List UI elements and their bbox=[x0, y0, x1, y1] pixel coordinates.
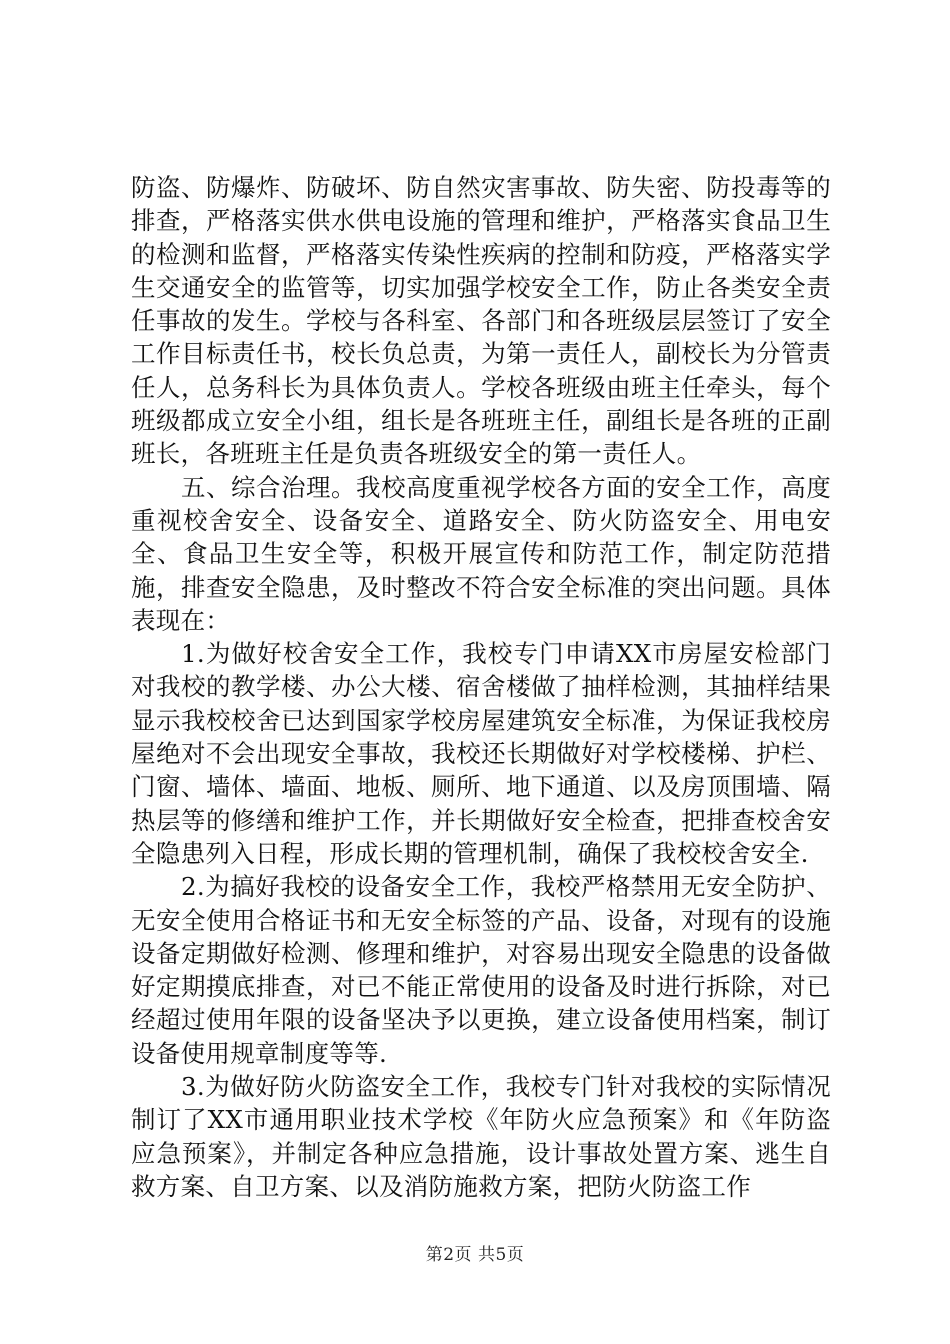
document-body bbox=[131, 171, 831, 1203]
paragraph-continued-responsibility: 防盗、防爆炸、防破坏、防自然灾害事故、防失密、防投毒等的排查，严格落实供水供电设施的管理和维护，严格落实食品卫生的检测和监督，严格落实传染性疾病的控制和防疫，严格落实学生交通安全的监管等，切实加强学校安全工作，防止各类安全责任事故的发生。学校与各科室、各部门和各班级层层签订了安全工作目标责任书，校长负总责，为第一责任人，副校长为分管责任人，总务科长为具体负责人。学校各班级由班主任牵头，每个班级都成立安全小组，组长是各班班主任，副组长是各班的正副班长，各班班主任是负责各班级安全的第一责任人。 bbox=[131, 173, 831, 469]
paragraph-fire-theft-safety: 3.为做好防火防盗安全工作，我校专门针对我校的实际情况制订了XX市通用职业技术学校《年防火应急预案》和《年防盗应急预案》，并制定各种应急措施，设计事故处置方案、逃生自救方案、自卫方案、以及消防施救方案，把防火防盗工作 bbox=[131, 1072, 831, 1201]
paragraph-equipment-safety: 2.为搞好我校的设备安全工作，我校严格禁用无安全防护、无安全使用合格证书和无安全标签的产品、设备，对现有的设施设备定期做好检测、修理和维护，对容易出现安全隐患的设备做好定期摸底排查，对已不能正常使用的设备及时进行拆除，对已经超过使用年限的设备坚决予以更换，建立设备使用档案，制订设备使用规章制度等等. bbox=[131, 872, 831, 1068]
page-number-footer: 第2页 共5页 bbox=[425, 1245, 525, 1265]
paragraph-building-safety: 1.为做好校舍安全工作，我校专门申请XX市房屋安检部门对我校的教学楼、办公大楼、宿舍楼做了抽样检测，其抽样结果显示我校校舍已达到国家学校房屋建筑安全标准，为保证我校房屋绝对不会出现安全事故，我校还长期做好对学校楼梯、护栏、门窗、墙体、墙面、地板、厕所、地下通道、以及房顶围墙、隔热层等的修缮和维护工作，并长期做好安全检查，把排查校舍安全隐患列入日程，形成长期的管理机制，确保了我校校舍安全. bbox=[131, 639, 831, 868]
paragraph-comprehensive-governance: 五、综合治理。我校高度重视学校各方面的安全工作，高度重视校舍安全、设备安全、道路安全、防火防盗安全、用电安全、食品卫生安全等，积极开展宣传和防范工作，制定防范措施，排查安全隐患，及时整改不符合安全标准的突出问题。具体表现在： bbox=[131, 472, 831, 635]
